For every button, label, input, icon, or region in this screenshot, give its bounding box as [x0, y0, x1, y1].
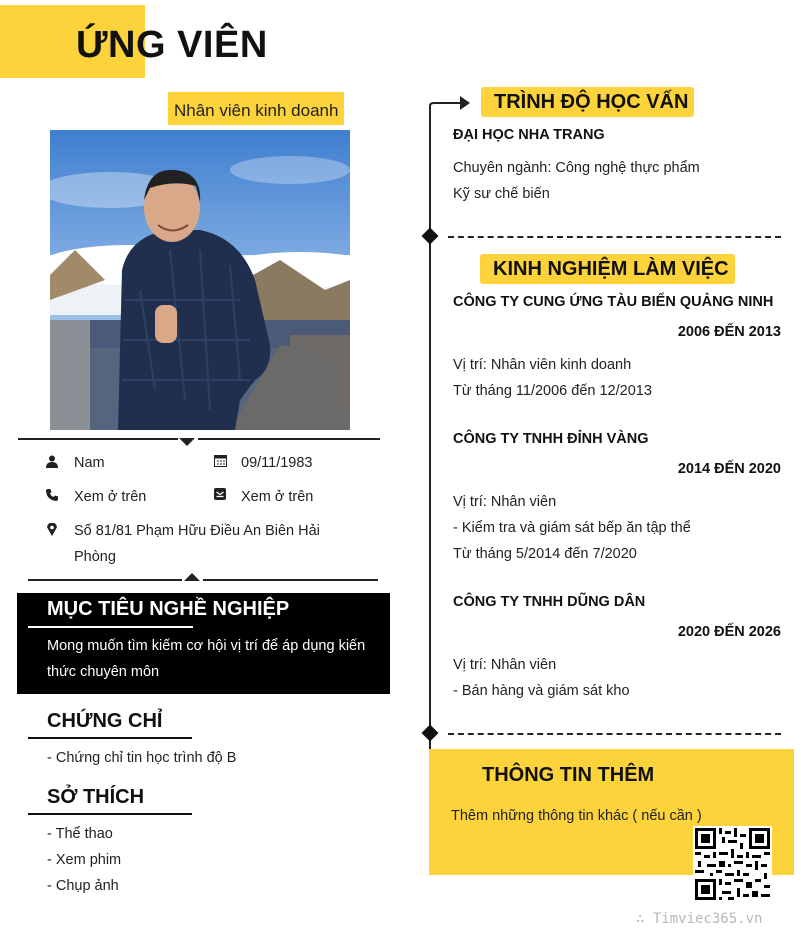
objective-text: Mong muốn tìm kiếm cơ hội vị trí để áp dụng kiến thức chuyên môn — [47, 638, 366, 680]
job-line: - Kiểm tra và giám sát bếp ăn tập thể — [453, 520, 691, 536]
education-title: TRÌNH ĐỘ HỌC VẤN — [494, 91, 689, 113]
education-degree: Kỹ sư chế biến — [453, 186, 550, 202]
candidate-name: ỨNG VIÊN — [76, 24, 268, 66]
watermark: ∴ Timviec365.vn — [636, 911, 763, 927]
address-line-1: Số 81/81 Phạm Hữu Điều An Biên Hải — [74, 523, 320, 539]
job-period: 2014 ĐẾN 2020 — [677, 461, 781, 477]
objective-title-underline — [28, 626, 193, 628]
qr-code-icon — [693, 826, 772, 902]
certificate-item: - Chứng chỉ tin học trình độ B — [47, 750, 237, 766]
job-line: Từ tháng 11/2006 đến 12/2013 — [453, 383, 652, 399]
objective-title: MỤC TIÊU NGHỀ NGHIỆP — [47, 598, 290, 620]
job-period: 2020 ĐẾN 2026 — [677, 624, 781, 640]
section-dashed-divider — [448, 236, 781, 238]
hobby-item: - Chụp ảnh — [47, 878, 119, 894]
location-icon — [45, 522, 59, 536]
info-divider-notch — [179, 438, 195, 446]
job-line: Từ tháng 5/2014 đến 7/2020 — [453, 546, 637, 562]
extra-info-title: THÔNG TIN THÊM — [482, 764, 655, 786]
info-divider-left — [18, 438, 178, 440]
calendar-icon — [213, 453, 227, 467]
job-line: Vị trí: Nhân viên — [453, 657, 557, 673]
section-dashed-divider — [448, 733, 781, 735]
extra-info-text: Thêm những thông tin khác ( nếu cần ) — [451, 808, 702, 824]
job-period: 2006 ĐẾN 2013 — [677, 324, 781, 340]
timeline-diamond — [422, 725, 439, 742]
candidate-photo — [50, 130, 350, 430]
email-icon — [213, 487, 227, 501]
info-bottom-divider-right — [203, 579, 378, 581]
certificates-title-underline — [28, 737, 192, 739]
timeline-diamond — [422, 228, 439, 245]
hobby-item: - Xem phim — [47, 852, 122, 868]
timeline-arrow-icon — [428, 94, 472, 116]
info-bottom-divider-left — [28, 579, 182, 581]
address-line-2: Phòng — [74, 549, 116, 565]
education-school: ĐẠI HỌC NHA TRANG — [453, 127, 605, 143]
job-company: CÔNG TY CUNG ỨNG TÀU BIỂN QUẢNG NINH — [453, 294, 774, 310]
user-icon — [45, 454, 59, 468]
experience-title: KINH NGHIỆM LÀM VIỆC — [493, 258, 729, 280]
phone-value: Xem ở trên — [74, 489, 147, 505]
hobby-item: - Thể thao — [47, 826, 113, 842]
phone-icon — [45, 488, 59, 502]
certificates-title: CHỨNG CHỈ — [47, 710, 163, 732]
info-divider-right — [198, 438, 380, 440]
timeline-line — [429, 112, 431, 767]
birthday-value: 09/11/1983 — [241, 455, 313, 471]
gender-value: Nam — [74, 455, 105, 471]
job-line: Vị trí: Nhân viên kinh doanh — [453, 357, 632, 373]
job-line: Vị trí: Nhân viên — [453, 494, 557, 510]
email-value: Xem ở trên — [241, 489, 314, 505]
hobbies-title-underline — [28, 813, 192, 815]
job-company: CÔNG TY TNHH DŨNG DÂN — [453, 594, 646, 610]
job-company: CÔNG TY TNHH ĐỈNH VÀNG — [453, 431, 649, 447]
position-tag: Nhân viên kinh doanh — [168, 92, 344, 125]
hobbies-title: SỞ THÍCH — [47, 786, 145, 808]
info-bottom-divider-notch — [184, 573, 200, 581]
job-line: - Bán hàng và giám sát kho — [453, 683, 630, 699]
education-major: Chuyên ngành: Công nghệ thực phẩm — [453, 160, 700, 176]
